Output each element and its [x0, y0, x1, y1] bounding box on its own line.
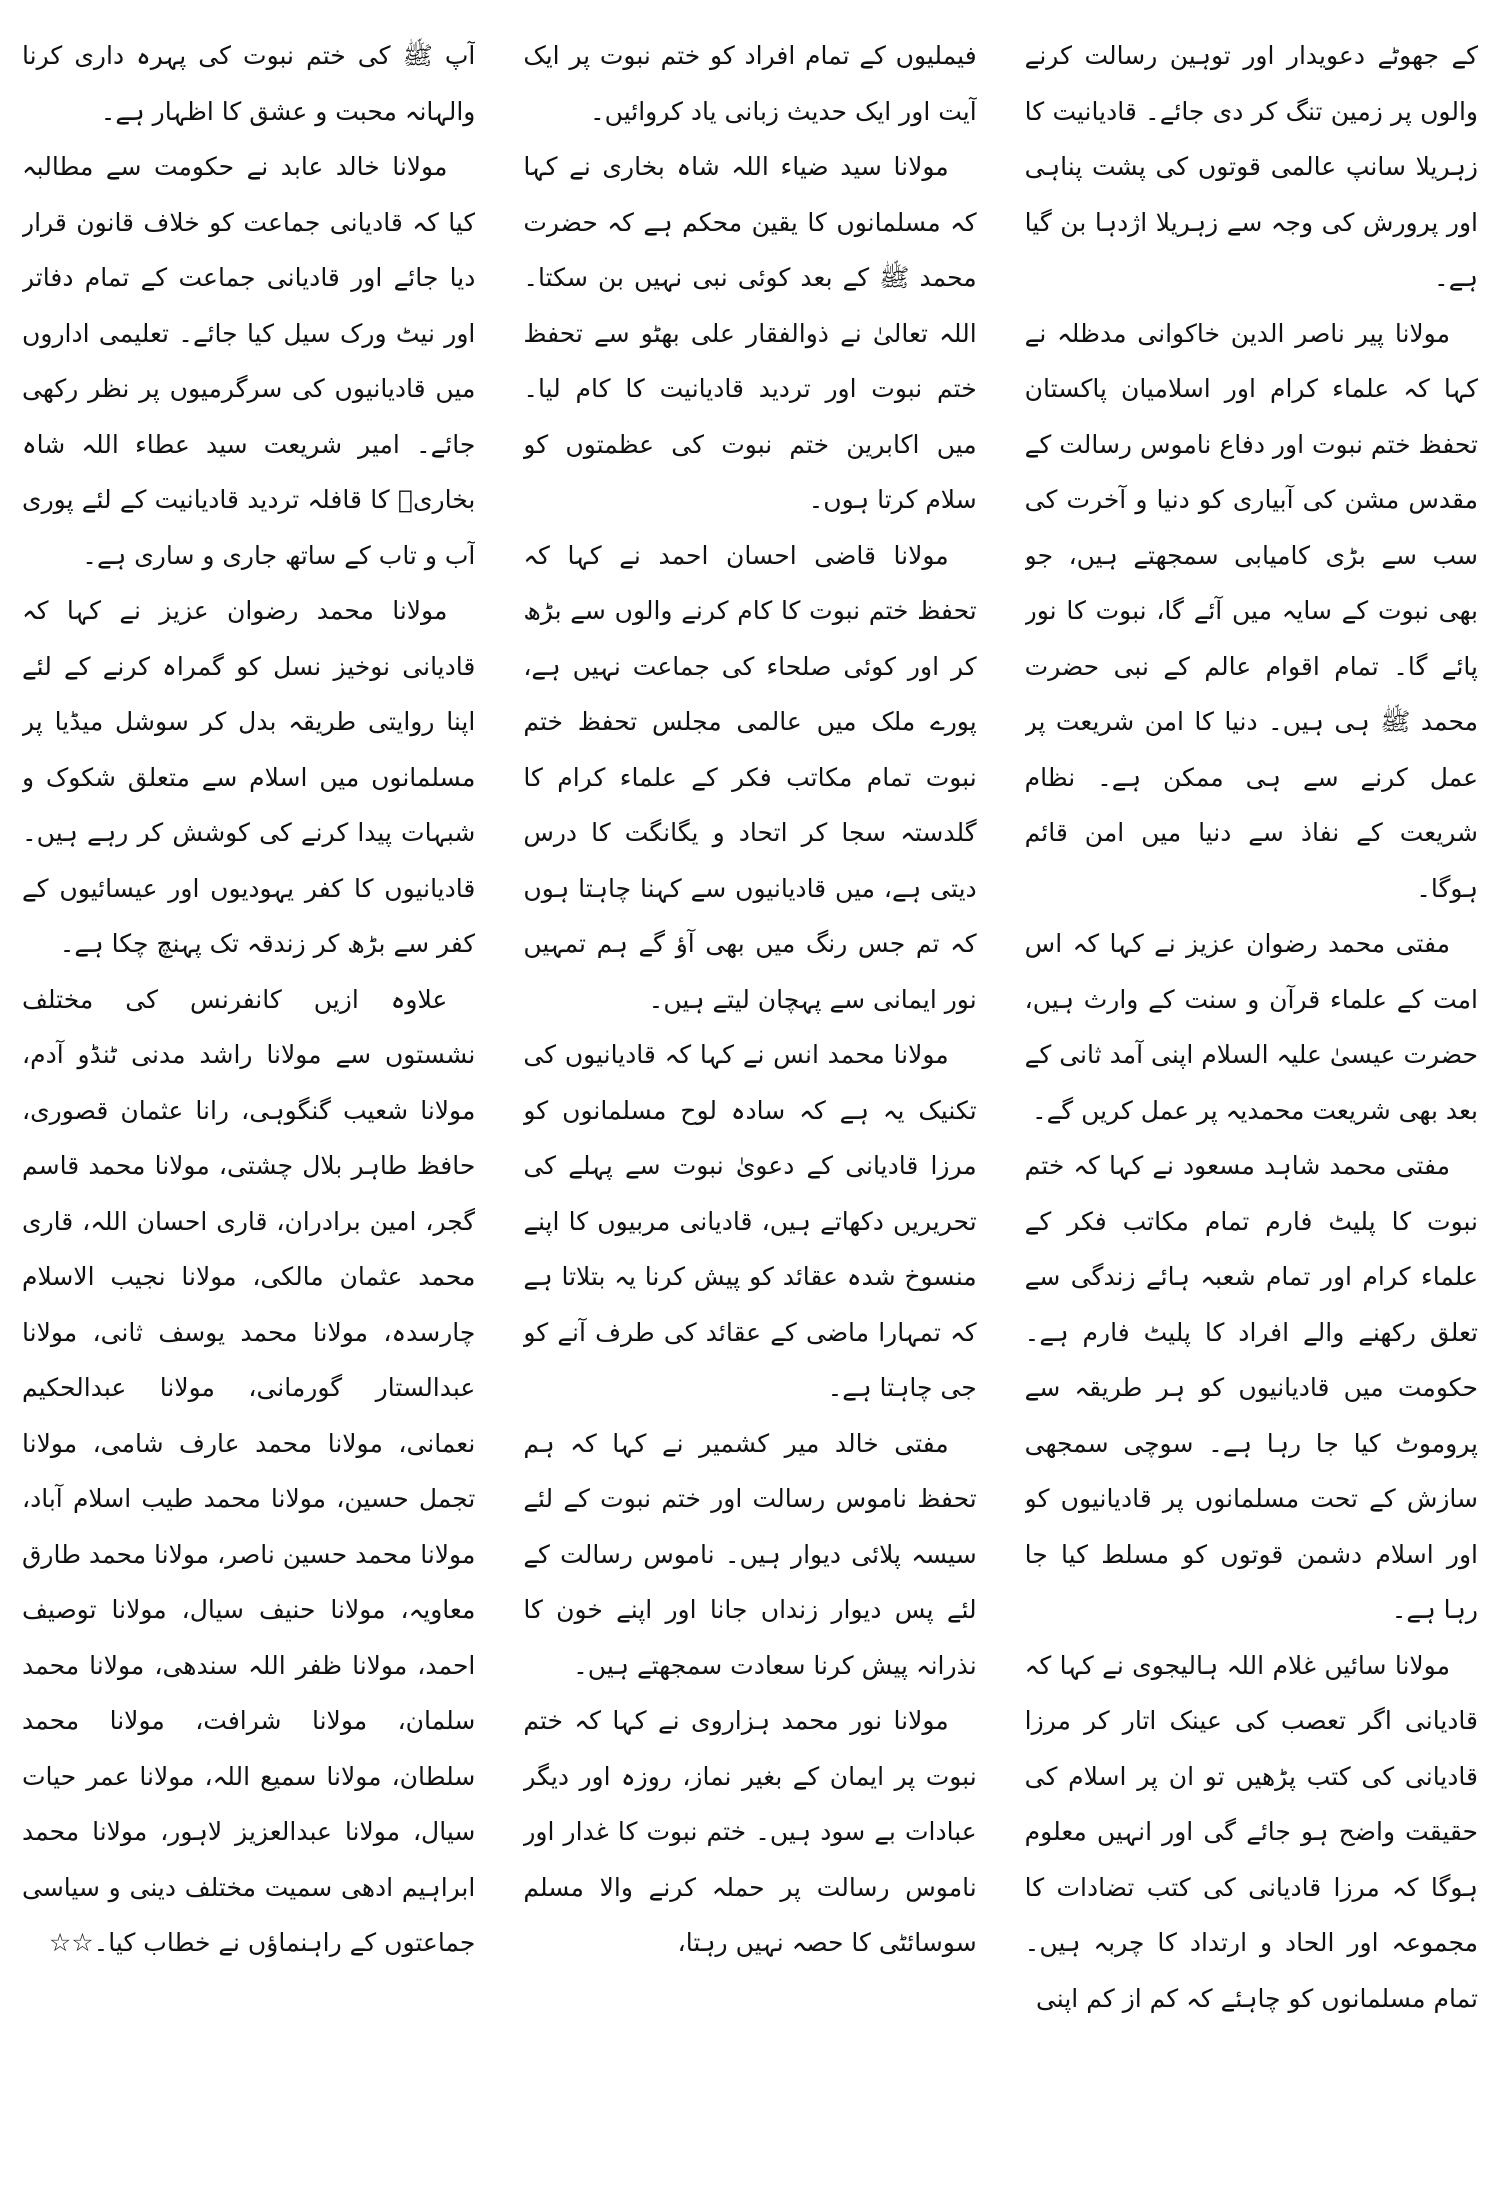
paragraph: مفتی محمد شاہد مسعود نے کہا کہ ختم نبوت کا پلیٹ فارم تمام مکاتب فکر کے علماء کرام اور تمام شعبہ ہائے زندگی سے تعلق رکھنے والے افراد کا پلیٹ فارم ہے۔ حکومت میں قادیانیوں کو ہر طریقہ سے پروموٹ کیا جا رہا ہے۔ سوچی سمجھی سازش کے تحت مسلمانوں پر قادیانیوں کو اور اسلام دشمن قوتوں کو مسلط کیا جا رہا ہے۔ [1024, 1151, 1478, 1624]
paragraph: مفتی محمد رضوان عزیز نے کہا کہ اس امت کے علماء قرآن و سنت کے وارث ہیں، حضرت عیسیٰ علیہ السلام اپنی آمد ثانی کے بعد بھی شریعت محمدیہ پر عمل کریں گے۔ [1024, 929, 1478, 1125]
paragraph: آپ ﷺ کی ختم نبوت کی پہرہ داری کرنا والہانہ محبت و عشق کا اظہار ہے۔ [22, 41, 476, 126]
article-column-right [1025, 28, 1478, 2176]
paragraph: مولانا نور محمد ہزاروی نے کہا کہ ختم نبوت پر ایمان کے بغیر نماز، روزہ اور دیگر عبادات بے سود ہیں۔ ختم نبوت کا غدار اور ناموس رسالت پر حملہ کرنے والا مسلم سوسائٹی کا حصہ نہیں رہتا، [523, 1706, 977, 1957]
article-column-left [22, 28, 475, 2176]
paragraph: مولانا سید ضیاء اللہ شاہ بخاری نے کہا کہ مسلمانوں کا یقین محکم ہے کہ حضرت محمد ﷺ کے بعد کوئی نبی نہیں بن سکتا۔ اللہ تعالیٰ نے ذوالفقار علی بھٹو سے تحفظ ختم نبوت اور تردید قادیانیت کا کام لیا۔ میں اکابرین ختم نبوت کی عظمتوں کو سلام کرتا ہوں۔ [523, 152, 977, 514]
paragraph: مفتی خالد میر کشمیر نے کہا کہ ہم تحفظ ناموس رسالت اور ختم نبوت کے لئے سیسہ پلائی دیوار ہیں۔ ناموس رسالت کے لئے پس دیوار زنداں جانا اور اپنے خون کا نذرانہ پیش کرنا سعادت سمجھتے ہیں۔ [523, 1428, 977, 1680]
paragraph: مولانا پیر ناصر الدین خاکوانی مدظلہ نے کہا کہ علماء کرام اور اسلامیان پاکستان تحفظ ختم نبوت اور دفاع ناموس رسالت کے مقدس مشن کی آبیاری کو دنیا و آخرت کی سب سے بڑی کامیابی سمجھتے ہیں، جو بھی نبوت کے سایہ میں آئے گا، نبوت کا نور پائے گا۔ تمام اقوام عالم کے نبی حضرت محمد ﷺ ہی ہیں۔ دنیا کا امن شریعت پر عمل کرنے سے ہی ممکن ہے۔ نظام شریعت کے نفاذ سے دنیا میں امن قائم ہوگا۔ [1024, 318, 1478, 903]
paragraph: مولانا قاضی احسان احمد نے کہا کہ تحفظ ختم نبوت کا کام کرنے والوں سے بڑھ کر اور کوئی صلحاء کی جماعت نہیں ہے، پورے ملک میں عالمی مجلس تحفظ ختم نبوت تمام مکاتب فکر کے علماء کرام کا گلدستہ سجا کر اتحاد و یگانگت کا درس دیتی ہے، میں قادیانیوں سے کہنا چاہتا ہوں کہ تم جس رنگ میں بھی آؤ گے ہم تمہیں نور ایمانی سے پہچان لیتے ہیں۔ [523, 540, 977, 1014]
paragraph: مولانا خالد عابد نے حکومت سے مطالبہ کیا کہ قادیانی جماعت کو خلاف قانون قرار دیا جائے اور قادیانی جماعت کے تمام دفاتر اور نیٹ ورک سیل کیا جائے۔ تعلیمی اداروں میں قادیانیوں کی سرگرمیوں پر نظر رکھی جائے۔ امیر شریعت سید عطاء اللہ شاہ بخاریؒ کا قافلہ تردید قادیانیت کے لئے پوری آب و تاب کے ساتھ جاری و ساری ہے۔ [22, 152, 476, 570]
paragraph: مولانا محمد انس نے کہا کہ قادیانیوں کی تکنیک یہ ہے کہ سادہ لوح مسلمانوں کو مرزا قادیانی کے دعویٰ نبوت سے پہلے کی تحریریں دکھاتے ہیں، قادیانی مربیوں کا اپنے منسوخ شدہ عقائد کو پیش کرنا یہ بتلاتا ہے کہ تمہارا ماضی کے عقائد کی طرف آنے کو جی چاہتا ہے۔ [523, 1040, 977, 1402]
paragraph: علاوہ ازیں کانفرنس کی مختلف نشستوں سے مولانا راشد مدنی ٹنڈو آدم، مولانا شعیب گنگوہی، رانا عثمان قصوری، حافظ طاہر بلال چشتی، مولانا محمد قاسم گجر، امین برادران، قاری احسان اللہ، قاری محمد عثمان مالکی، مولانا نجیب الاسلام چارسدہ، مولانا محمد یوسف ثانی، مولانا عبدالستار گورمانی، مولانا عبدالحکیم نعمانی، مولانا محمد عارف شامی، مولانا تجمل حسین، مولانا محمد طیب اسلام آباد، مولانا محمد حسین ناصر، مولانا محمد طارق معاویہ، مولانا حنیف سیال، مولانا توصیف احمد، مولانا ظفر اللہ سندھی، مولانا محمد سلمان، مولانا شرافت، مولانا محمد سلطان، مولانا سمیع اللہ، مولانا عمر حیات سیال، مولانا عبدالعزیز لاہور، مولانا محمد ابراہیم ادھی سمیت مختلف دینی و سیاسی جماعتوں کے راہنماؤں نے خطاب کیا۔☆☆ [22, 984, 476, 1957]
paragraph: کے جھوٹے دعویدار اور توہین رسالت کرنے والوں پر زمین تنگ کر دی جائے۔ قادیانیت کا زہریلا سانپ عالمی قوتوں کی پشت پناہی اور پرورش کی وجہ سے زہریلا اژدہا بن گیا ہے۔ [1024, 41, 1478, 292]
paragraph: مولانا سائیں غلام اللہ ہالیجوی نے کہا کہ قادیانی اگر تعصب کی عینک اتار کر مرزا قادیانی کی کتب پڑھیں تو ان پر اسلام کی حقیقت واضح ہو جائے گی اور انہیں معلوم ہوگا کہ مرزا قادیانی کی کتب تضادات کا مجموعہ اور الحاد و ارتداد کا چربہ ہیں۔ تمام مسلمانوں کو چاہئے کہ کم از کم اپنی [1024, 1650, 1478, 2013]
paragraph: مولانا محمد رضوان عزیز نے کہا کہ قادیانی نوخیز نسل کو گمراہ کرنے کے لئے اپنا روایتی طریقہ بدل کر سوشل میڈیا پر مسلمانوں میں اسلام سے متعلق شکوک و شبہات پیدا کرنے کی کوشش کر رہے ہیں۔ قادیانیوں کا کفر یہودیوں اور عیسائیوں کے کفر سے بڑھ کر زندقہ تک پہنچ چکا ہے۔ [22, 596, 476, 958]
article-column-middle [523, 28, 976, 2176]
paragraph: فیملیوں کے تمام افراد کو ختم نبوت پر ایک آیت اور ایک حدیث زبانی یاد کروائیں۔ [523, 41, 977, 126]
